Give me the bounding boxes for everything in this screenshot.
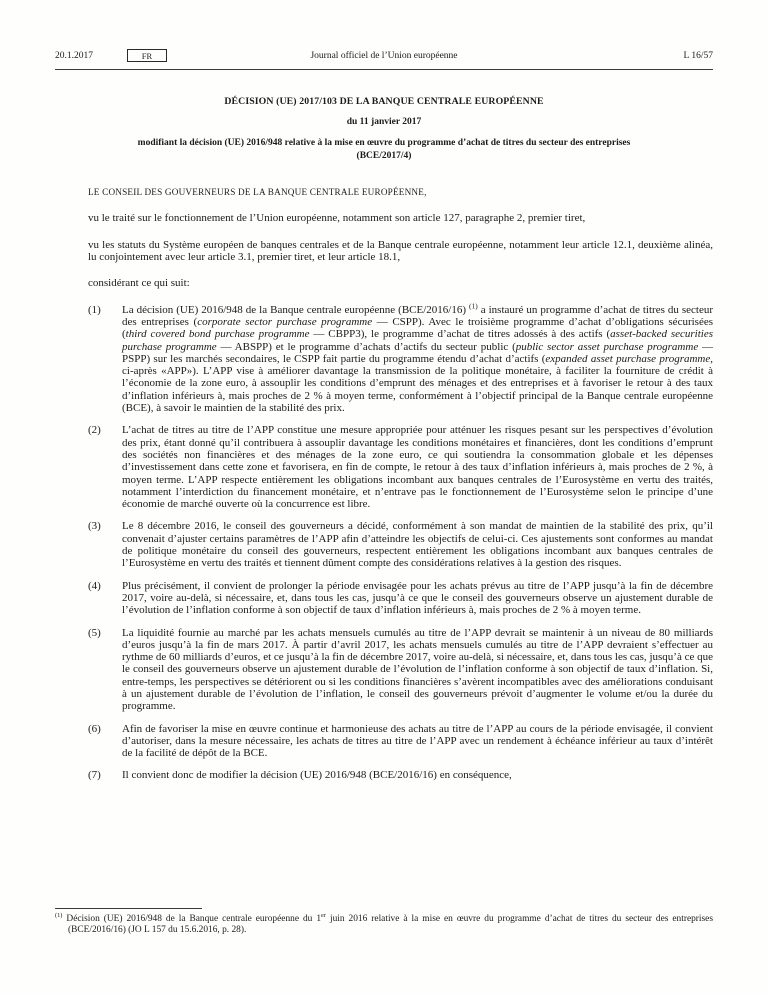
recital-4 <box>88 580 713 617</box>
recital-6 <box>88 723 713 760</box>
recital-number: (2) <box>88 424 101 437</box>
decision-title: DÉCISION (UE) 2017/103 DE LA BANQUE CENTRALE EUROPÉENNE <box>224 96 544 107</box>
recital-7 <box>88 769 713 781</box>
recital-number: (6) <box>88 722 101 735</box>
recital-number: (4) <box>88 579 101 592</box>
recital-number: (3) <box>88 520 101 533</box>
footnote-area <box>55 908 713 936</box>
preamble-citation-2: vu les statuts du Système européen de banques centrales et de la Banque centrale européenne, notamment leur article 12.1, deuxième alinéa, lu conjointement avec leur article 3.1, premier tiret, et leur article 18.1, <box>88 238 713 264</box>
recital-5 <box>88 627 713 713</box>
recital-text: L’achat de titres au titre de l’APP constitue une mesure appropriée pour atténuer les risques pesant sur les perspectives d’évolution des prix, étant donné qu’il contribuera à assouplir davantage les conditions monétaires et financières, dont les conditions d’emprunt des sociétés non financières et des ménages de la zone euro, ce qui soutiendra la consommation globale et les dépenses d’investissement dans cette zone et favorisera, en fin de compte, le retour à des taux d’inflation inférieurs à, mais proches de 2 %, à moyen terme. L’APP respecte entièrement les obligations incombant aux banques centrales de l’Eurosystème en vertu des traités, notamment l’interdiction du financement monétaire, et n’entrave pas le fonctionnement de l’Eurosystème selon le principe d’une économie de marché ouverte où la concurrence est libre. <box>122 424 713 511</box>
footnote-rule <box>55 908 202 909</box>
publication-date: 20.1.2017 <box>55 51 93 61</box>
decision-title-block <box>55 96 713 162</box>
recital-text: Afin de favoriser la mise en œuvre continue et harmonieuse des achats au titre de l’APP au cours de la période envisagée, il convient d’autoriser, dans la mesure nécessaire, les achats de titres au titre de l’APP avec un rendement à échéance inférieur au taux d’intérêt de la facilité de dépôt de la BCE. <box>122 722 713 760</box>
recital-number: (1) <box>88 303 101 316</box>
decision-date: du 11 janvier 2017 <box>346 117 422 127</box>
preamble-citation-1: vu le traité sur le fonctionnement de l’Union européenne, notamment son article 127, paragraphe 2, premier tiret, <box>88 212 586 225</box>
recital-1 <box>88 301 714 415</box>
recital-text: La liquidité fournie au marché par les achats mensuels cumulés au titre de l’APP devrait se maintenir à un niveau de 80 milliards d’euros jusqu’à la fin de mars 2017. À partir d’avril 2017, les achats mensuels cumulés au titre de l’APP devraient s’effectuer au rythme de 60 milliards d’euros, et ce jusqu’à la fin de décembre 2017, voire au-delà, si nécessaire, et, dans tous les cas, jusqu’à ce que le conseil des gouverneurs observe un ajustement durable de l’évolution de l’inflation conforme à son objectif de taux d’inflation. Si, entre-temps, les perspectives se détériorent ou si les conditions financières s’avèrent incompatibles avec des améliorations conduisant à un ajustement durable de l’évolution de l’inflation, le conseil des gouverneurs prévoit d’augmenter le volume et/ou la durée du programme. <box>122 626 713 713</box>
header-rule <box>55 69 713 70</box>
recital-text: La décision (UE) 2016/948 de la Banque centrale européenne (BCE/2016/16) $^{(1)}$ a instauré un programme d’achat de titres du secteur des entreprises (corporate sector purchase programme — CSPP). Avec le troisième programme d’achat d’obligations sécurisées (third covered bond purchase programme — CBPP3), le programme d’achat de titres adossés à des actifs (asset-backed securities purchase programme — ABSPP) et le programme d’achats d’actifs du secteur public (public sector asset purchase programme — PSPP) sur les marchés secondaires, le CSPP fait partie du programme étendu d’achat d’actifs (expanded asset purchase programme, ci-après «APP»). L’APP vise à améliorer davantage la transmission de la politique monétaire, à faciliter la fourniture de crédit à l’économie de la zone euro, à assouplir les conditions d’emprunt des ménages et des entreprises et à favoriser le retour à des taux d’inflation inférieurs à, mais proches de 2 % à moyen terme, conformément à l’objectif principal de la Banque centrale européenne (BCE), à savoir le maintien de la stabilité des prix. <box>122 301 714 415</box>
page-reference: L 16/57 <box>683 51 713 61</box>
recital-number: (7) <box>88 769 101 782</box>
recital-text: Plus précisément, il convient de prolonger la période envisagée pour les achats prévus au titre de l’APP jusqu’à la fin de décembre 2017, voire au-delà, si nécessaire, et, dans tous les cas, jusqu’à ce que le conseil des gouverneurs observe un ajustement durable de l’évolution de l’inflation conforme à son objectif de taux d’inflation inférieurs à, mais proches de 2 % à moyen terme. <box>122 579 713 617</box>
page-header <box>55 50 713 64</box>
preamble-recitals-intro: considérant ce qui suit: <box>88 277 190 290</box>
recital-3 <box>88 520 713 569</box>
language-badge: FR <box>127 49 167 62</box>
decision-subtitle: modifiant la décision (UE) 2016/948 relative à la mise en œuvre du programme d’achat de titres du secteur des entreprises (BCE/2017/4) <box>137 138 631 161</box>
recital-2 <box>88 424 713 510</box>
recital-text: Le 8 décembre 2016, le conseil des gouverneurs a décidé, conformément à son mandat de maintien de la stabilité des prix, qu’il convenait d’ajuster certains paramètres de l’APP afin d’atteindre les objectifs de celui-ci. Ces ajustements sont conformes au mandat de politique monétaire du conseil des gouverneurs, respectent entièrement les obligations incombant aux banques centrales de l’Eurosystème en vertu des traités et tiennent dûment compte des considérations relatives à la gestion des risques. <box>122 520 713 570</box>
preamble-opening: LE CONSEIL DES GOUVERNEURS DE LA BANQUE CENTRALE EUROPÉENNE, <box>88 187 427 198</box>
journal-title: Journal officiel de l’Union européenne <box>310 51 458 61</box>
recital-text: Il convient donc de modifier la décision (UE) 2016/948 (BCE/2016/16) en conséquence, <box>122 769 512 782</box>
footnote-1: $^{(1)}$ Décision (UE) 2016/948 de la Banque centrale européenne du 1er juin 2016 relative à la mise en œuvre du programme d’achat de titres du secteur des entreprises (BCE/2016/16) (JO L 157 du 15.6.2016, p. 28). <box>55 911 713 935</box>
recital-number: (5) <box>88 626 101 639</box>
document-body <box>88 186 713 782</box>
